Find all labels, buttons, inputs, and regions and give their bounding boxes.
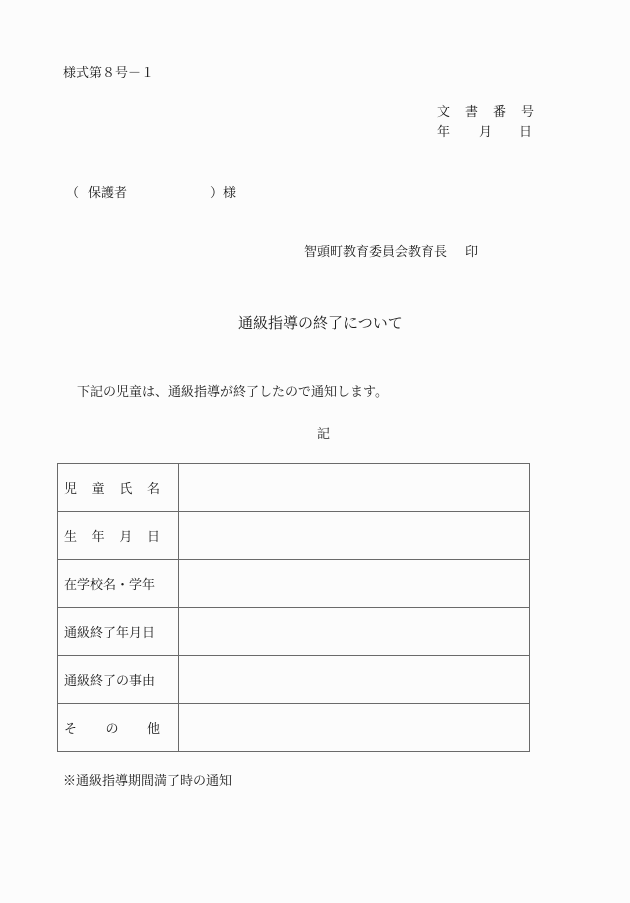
document-number-char: 番	[493, 105, 507, 120]
date-year: 年	[437, 125, 451, 140]
form-number: 様式第８号－１	[63, 66, 155, 81]
row-label-other	[58, 704, 179, 752]
table-row	[58, 704, 530, 752]
document-number-char: 文	[437, 105, 451, 120]
other-field[interactable]	[179, 704, 530, 752]
addressee-honorific: ）様	[210, 186, 237, 201]
footnote: ※通級指導期間満了時の通知	[63, 774, 233, 789]
addressee-open-paren: （	[66, 186, 80, 201]
label-char: そ	[64, 722, 78, 737]
label-char: 氏	[119, 482, 133, 497]
label-char: 日	[146, 530, 160, 545]
birthdate-field[interactable]	[179, 512, 530, 560]
label-char: 生	[64, 530, 78, 545]
date-line	[437, 126, 532, 139]
end-reason-field[interactable]	[179, 656, 530, 704]
label-char: 年	[91, 530, 105, 545]
row-label-end-reason: 通級終了の事由	[58, 656, 179, 704]
end-date-field[interactable]	[179, 608, 530, 656]
table-row	[58, 608, 530, 656]
table-row	[58, 464, 530, 512]
label-char: 月	[119, 530, 133, 545]
row-label-birthdate	[58, 512, 179, 560]
row-label-end-date: 通級終了年月日	[58, 608, 179, 656]
table-row	[58, 512, 530, 560]
sender-name: 智頭町教育委員会教育長	[304, 245, 448, 260]
label-char: 他	[146, 722, 160, 737]
label-char: 児	[64, 482, 78, 497]
document-number-char: 書	[465, 105, 479, 120]
table-row	[58, 560, 530, 608]
info-table	[57, 463, 530, 752]
child-name-field[interactable]	[179, 464, 530, 512]
ki-heading: 記	[317, 427, 331, 442]
seal-mark: 印	[465, 245, 479, 260]
addressee-label: 保護者	[88, 186, 128, 201]
date-month: 月	[479, 125, 493, 140]
document-number-char: 号	[521, 105, 535, 120]
document-title: 通級指導の終了について	[238, 314, 403, 332]
label-char: の	[105, 722, 119, 737]
sender-line	[304, 246, 478, 259]
school-grade-field[interactable]	[179, 560, 530, 608]
date-day: 日	[519, 125, 533, 140]
row-label-child-name	[58, 464, 179, 512]
document-number-label	[437, 106, 534, 119]
row-label-school-grade: 在学校名・学年	[58, 560, 179, 608]
label-char: 名	[146, 482, 160, 497]
label-char: 童	[91, 482, 105, 497]
addressee-line	[66, 187, 236, 200]
body-text: 下記の児童は、通級指導が終了したので通知します。	[77, 385, 388, 400]
table-row	[58, 656, 530, 704]
